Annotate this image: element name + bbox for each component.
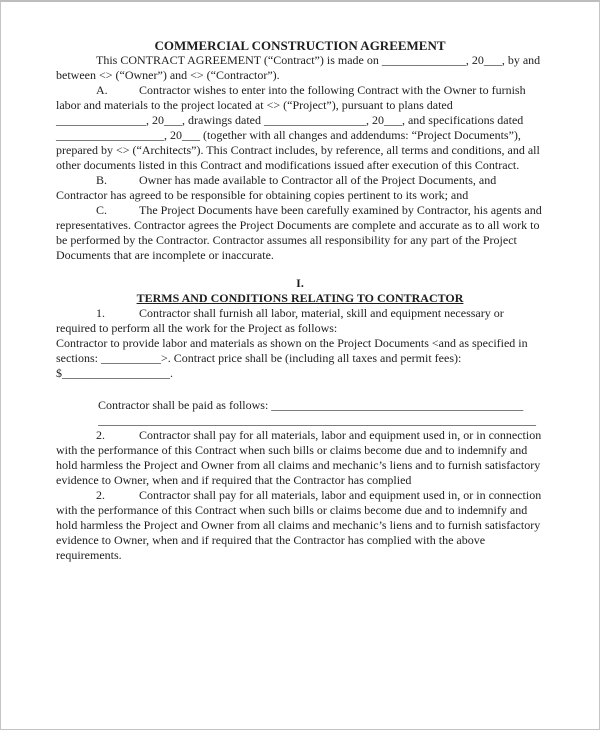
recital-c [56,203,544,263]
recital-a-text: Contractor wishes to enter into the following Contract with the Owner to furnish labor and materials to the project located at <> (“Project”), pursuant to plans dated _______________, 20___, drawings dated _________________, 20___, and specifications dated __________________, 20___ (together with all changes and addendums: “Project Documents”), prepared by <> (“Architects”). This Contract includes, by reference, all terms and conditions, and all other documents listed in this Contract and modifications issued after execution of this Contract. [56,83,540,172]
recital-c-text: The Project Documents have been carefully examined by Contractor, his agents and representatives. Contractor agrees the Project Documents are complete and accurate as to all work to be performed by the Contractor. Contractor assumes all responsibility for any part of the Project Documents that are incomplete or inaccurate. [56,203,542,262]
section-heading-text: TERMS AND CONDITIONS RELATING TO CONTRACTOR [136,291,464,305]
clause-2-duplicate-label: 2. [96,488,105,502]
intro-paragraph [56,53,544,83]
provide-terms-text: Contractor to provide labor and materials as shown on the Project Documents <and as specified in sections: __________>. Contract price shall be (including all taxes and permit fees): $__________________. [56,336,528,380]
recital-b-label: B. [96,173,108,187]
recital-a [56,83,544,173]
clause-1 [56,306,544,336]
recital-b-text: Owner has made available to Contractor all of the Project Documents, and Contractor has agreed to be responsible for obtaining copies pertinent to its work; and [56,173,497,202]
payment-line-2: _________________________________________________________________________ [98,413,536,427]
section-heading [56,291,544,306]
section-numeral-text: I. [296,276,304,290]
document-title: COMMERCIAL CONSTRUCTION AGREEMENT [154,38,446,53]
clause-2-duplicate [56,488,544,563]
clause-2-first-label: 2. [96,428,105,442]
recital-c-label: C. [96,203,108,217]
recital-a-label: A. [96,83,108,97]
clause-1-text: Contractor shall furnish all labor, material, skill and equipment necessary or required to perform all the work for the Project as follows: [56,306,504,335]
provide-terms-paragraph [56,336,544,381]
clause-1-label: 1. [96,306,105,320]
payment-terms [98,398,544,428]
intro-text: This CONTRACT AGREEMENT (“Contract”) is made on ______________, 20___, by and between <> (“Owner”) and <> (“Contractor”). [56,53,541,82]
section-numeral [56,276,544,291]
clause-2-first-text: Contractor shall pay for all materials, labor and equipment used in, or in connection with the performance of this Contract when such bills or claims become due and to indemnify and hold harmless the Project and Owner from all claims and mechanic’s liens and to furnish satisfactory evidence to Owner, when and if required that the Contractor has complied [56,428,542,487]
clause-2-first [56,428,544,488]
clause-2-duplicate-text: Contractor shall pay for all materials, labor and equipment used in, or in connection with the performance of this Contract when such bills or claims become due and to indemnify and hold harmless the Project and Owner from all claims and mechanic’s liens and to furnish satisfactory evidence to Owner, when and if required that the Contractor has complied with the above requirements. [56,488,542,562]
payment-line-1: Contractor shall be paid as follows: __________________________________________ [98,398,524,412]
recital-b [56,173,544,203]
